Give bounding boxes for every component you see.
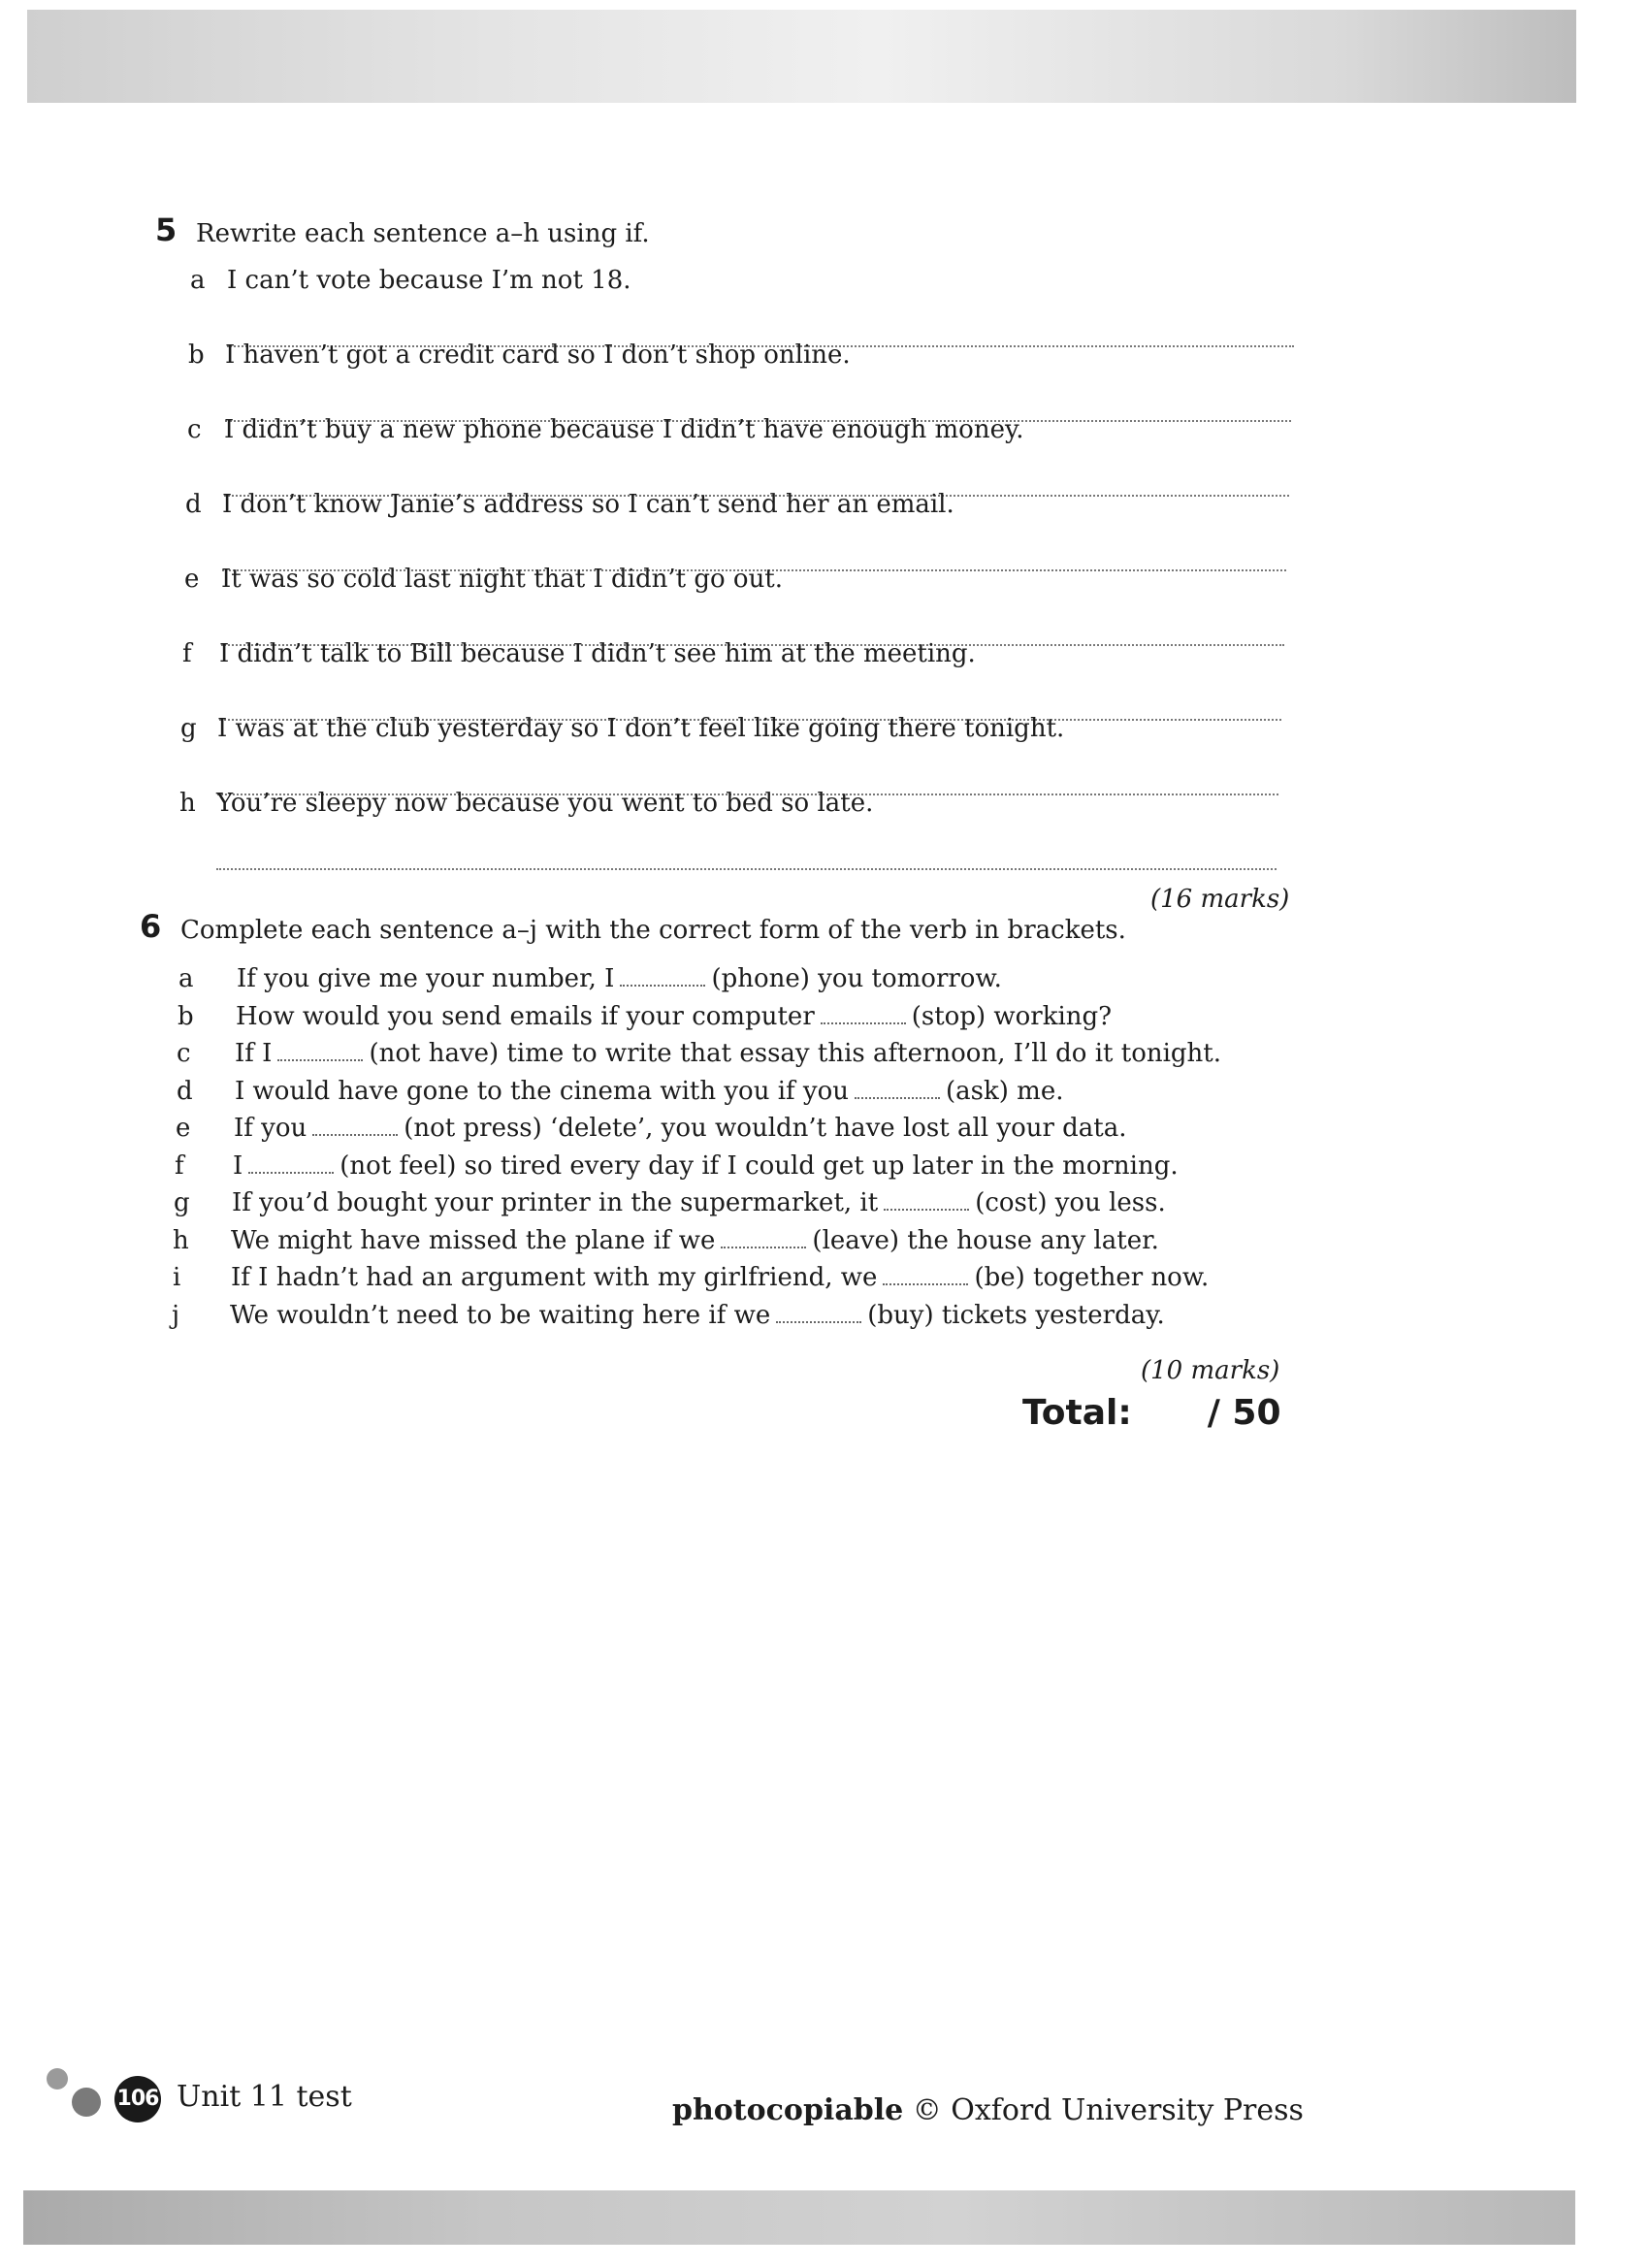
sentence-before-gap: I	[233, 1151, 243, 1181]
item-letter: c	[177, 1039, 191, 1068]
section-6-number: 6	[140, 908, 162, 945]
item-sentence	[237, 964, 1002, 993]
section-6-instruction: Complete each sentence a–j with the correct form of the verb in brackets.	[180, 916, 1126, 945]
sentence-before-gap: If you’d bought your printer in the supermarket, it	[232, 1188, 879, 1217]
rewrite-item-d	[185, 486, 1291, 525]
item-sentence: You’re sleepy now because you went to bed so late.	[216, 789, 874, 818]
total-score	[1022, 1393, 1281, 1433]
total-max: / 50	[1207, 1393, 1281, 1433]
rewrite-item-a	[190, 262, 1296, 301]
complete-item-b	[178, 998, 1283, 1037]
item-sentence: I was at the club yesterday so I don’t feel like going there tonight.	[217, 714, 1065, 743]
sentence-after-gap: (not press) ‘delete’, you wouldn’t have lost all your data.	[404, 1114, 1127, 1143]
complete-item-j	[172, 1297, 1277, 1336]
rewrite-item-c	[187, 411, 1293, 450]
sentence-after-gap: (not feel) so tired every day if I could get up later in the morning.	[340, 1151, 1179, 1181]
item-letter: g	[174, 1188, 190, 1217]
answer-gap[interactable]	[312, 1117, 398, 1136]
sentence-before-gap: We might have missed the plane if we	[231, 1226, 716, 1255]
copyright-text: © Oxford University Press	[903, 2093, 1304, 2127]
bottom-scan-band	[23, 2190, 1575, 2245]
answer-gap[interactable]	[884, 1191, 969, 1211]
item-sentence	[233, 1151, 1179, 1181]
sentence-before-gap: I would have gone to the cinema with you if you	[235, 1077, 850, 1106]
section-5-instruction: Rewrite each sentence a–h using if.	[196, 219, 650, 248]
item-letter: d	[177, 1077, 193, 1106]
page-number-badge: 106	[114, 2076, 161, 2122]
sentence-before-gap: How would you send emails if your computer	[236, 1002, 815, 1031]
top-scan-band	[27, 10, 1576, 103]
answer-gap[interactable]	[620, 967, 705, 987]
answer-gap[interactable]	[883, 1266, 968, 1285]
rewrite-item-b	[188, 337, 1294, 375]
item-letter: j	[172, 1301, 180, 1330]
photocopiable-label: photocopiable	[672, 2093, 904, 2127]
item-letter: f	[182, 639, 192, 668]
item-sentence	[234, 1114, 1127, 1143]
item-sentence: I haven’t got a credit card so I don’t shop online.	[225, 340, 851, 370]
answer-gap[interactable]	[776, 1304, 861, 1323]
sentence-after-gap: (leave) the house any later.	[812, 1226, 1159, 1255]
item-letter: e	[176, 1114, 191, 1143]
answer-gap[interactable]	[248, 1154, 334, 1174]
item-sentence	[230, 1301, 1165, 1330]
rewrite-item-h	[179, 785, 1285, 824]
complete-item-a	[178, 960, 1284, 999]
item-sentence	[231, 1226, 1159, 1255]
sentence-after-gap: (be) together now.	[974, 1263, 1210, 1292]
item-sentence	[235, 1077, 1063, 1106]
item-sentence: I didn’t talk to Bill because I didn’t see him at the meeting.	[219, 639, 976, 668]
answer-line[interactable]	[216, 868, 1277, 870]
sentence-before-gap: If I hadn’t had an argument with my girlfriend, we	[231, 1263, 878, 1292]
item-letter: c	[187, 415, 202, 444]
complete-item-i	[173, 1259, 1278, 1298]
item-sentence	[232, 1188, 1166, 1217]
item-sentence: I can’t vote because I’m not 18.	[227, 266, 631, 295]
item-letter: h	[173, 1226, 189, 1255]
item-letter: b	[188, 340, 205, 370]
section-5-number: 5	[155, 211, 178, 248]
answer-gap[interactable]	[721, 1229, 806, 1248]
complete-item-h	[173, 1222, 1278, 1261]
sentence-before-gap: If you	[234, 1114, 307, 1143]
sentence-before-gap: We wouldn’t need to be waiting here if we	[230, 1301, 771, 1330]
sentence-after-gap: (buy) tickets yesterday.	[867, 1301, 1165, 1330]
section-6-marks: (10 marks)	[1141, 1356, 1280, 1385]
sentence-before-gap: If you give me your number, I	[237, 964, 615, 993]
item-letter: a	[190, 266, 206, 295]
item-letter: a	[178, 964, 194, 993]
item-sentence: I didn’t buy a new phone because I didn’t have enough money.	[224, 415, 1024, 444]
answer-gap[interactable]	[855, 1080, 940, 1099]
sentence-after-gap: (not have) time to write that essay this afternoon, I’ll do it tonight.	[369, 1039, 1222, 1068]
answer-gap[interactable]	[821, 1005, 906, 1024]
rewrite-item-f	[182, 635, 1288, 674]
rewrite-item-e	[184, 561, 1290, 599]
complete-item-c	[177, 1035, 1282, 1074]
item-letter: h	[179, 789, 196, 818]
item-sentence	[236, 1002, 1112, 1031]
item-sentence: I don’t know Janie’s address so I can’t send her an email.	[222, 490, 954, 519]
total-label: Total:	[1022, 1393, 1132, 1433]
item-sentence	[231, 1263, 1209, 1292]
item-letter: d	[185, 490, 202, 519]
item-letter: b	[178, 1002, 194, 1031]
copyright-notice	[672, 2093, 1304, 2127]
complete-item-e	[176, 1110, 1281, 1149]
complete-item-d	[177, 1073, 1282, 1112]
item-letter: g	[180, 714, 197, 743]
sentence-before-gap: If I	[235, 1039, 273, 1068]
item-sentence	[235, 1039, 1221, 1068]
complete-item-g	[174, 1184, 1279, 1223]
answer-gap[interactable]	[277, 1042, 363, 1061]
item-letter: f	[175, 1151, 184, 1181]
item-letter: i	[173, 1263, 181, 1292]
sentence-after-gap: (stop) working?	[911, 1002, 1113, 1031]
sentence-after-gap: (cost) you less.	[975, 1188, 1166, 1217]
item-letter: e	[184, 565, 200, 594]
unit-label: Unit 11 test	[177, 2080, 352, 2114]
sentence-after-gap: (phone) you tomorrow.	[711, 964, 1002, 993]
complete-item-f	[175, 1148, 1280, 1186]
section-5-marks: (16 marks)	[1150, 885, 1290, 914]
sentence-after-gap: (ask) me.	[946, 1077, 1064, 1106]
item-sentence: It was so cold last night that I didn’t go out.	[221, 565, 784, 594]
rewrite-item-g	[180, 710, 1286, 749]
